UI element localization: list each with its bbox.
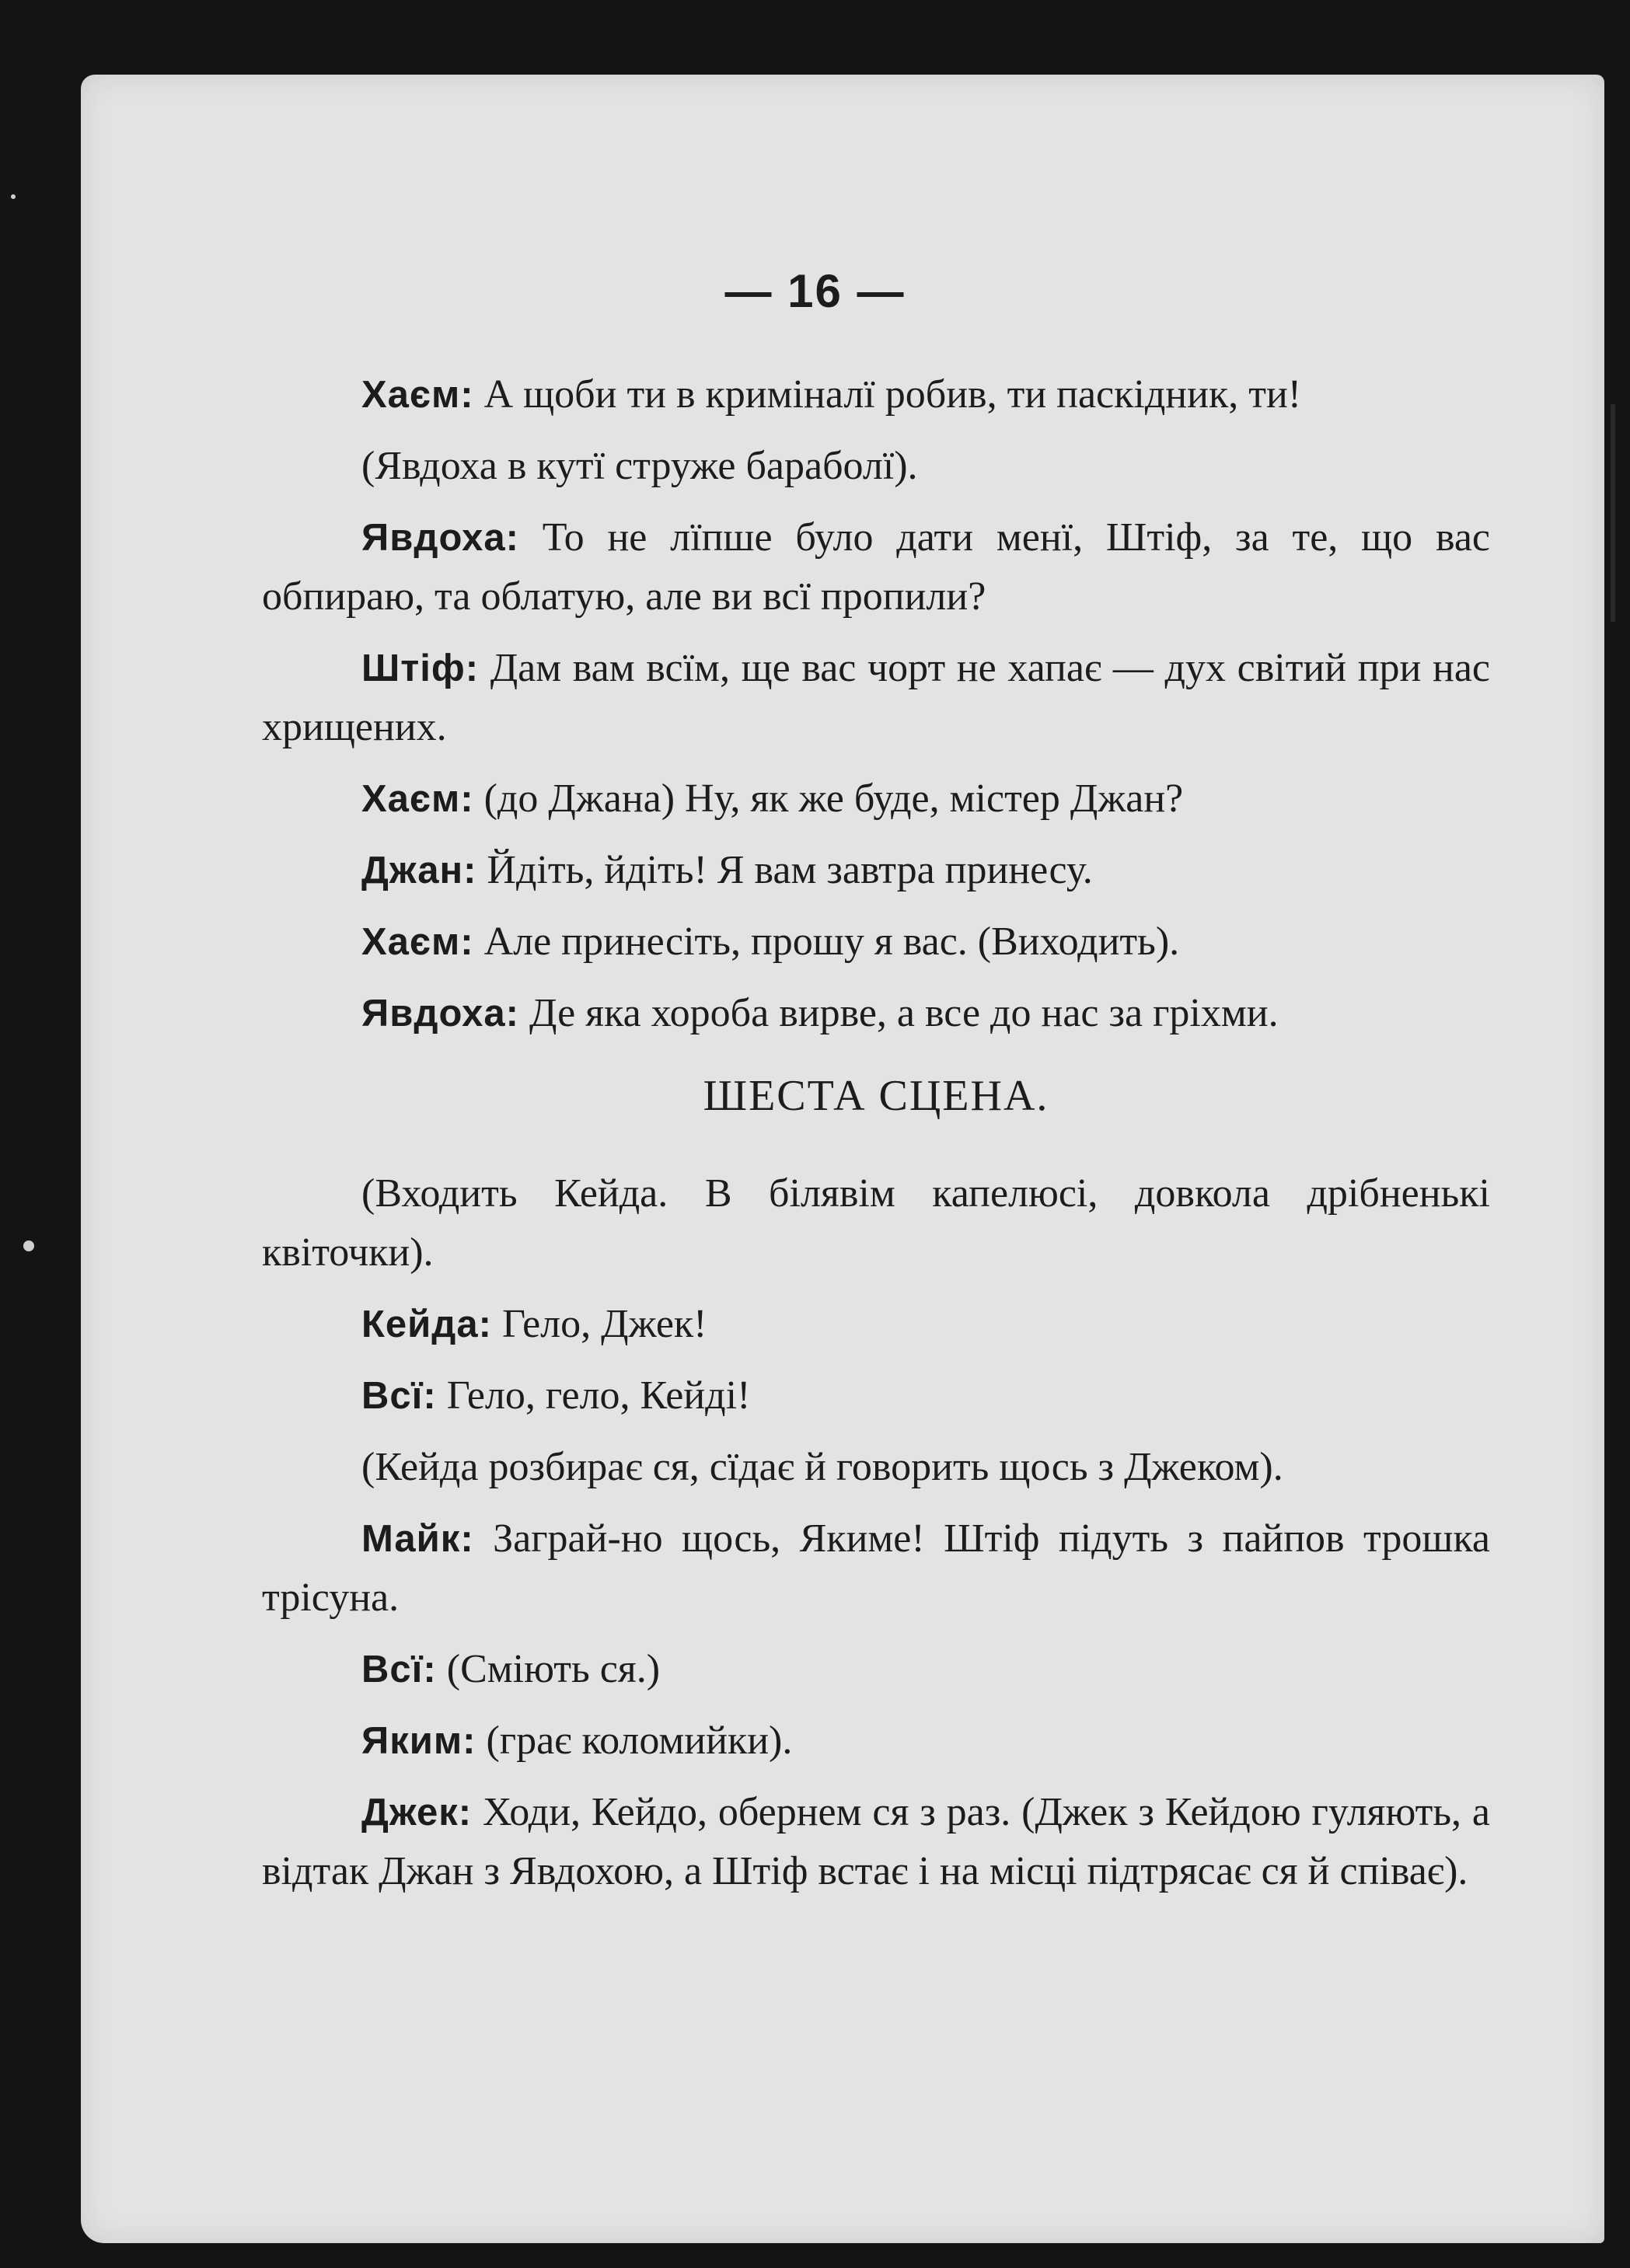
speaker-name: Яким: [361,1720,476,1762]
line-text: (Кейда розбирає ся, сїдає й говорить щось з Джеком). [361,1445,1283,1489]
line-text: Ходи, Кейдо, обернем ся з раз. (Джек з Кейдою гуляють, а відтак Джан з Явдохою, а Штіф встає і на місці підтрясає ся й співає). [262,1790,1491,1893]
page-number: — 16 — [724,265,906,317]
speaker-name: Майк: [361,1518,474,1560]
dialogue-line [262,841,1490,900]
stage-direction [262,437,1490,496]
scan-speck [23,1240,34,1251]
dialogue-line [262,769,1490,829]
stage-direction [262,1438,1490,1497]
line-text: То не лїпше було дати менї, Штіф, за те, що вас обпираю, та облатую, але ви всї пропили? [262,515,1490,619]
speaker-name: Всї: [361,1649,437,1691]
dialogue-line [262,365,1490,424]
speaker-name: Явдоха: [361,517,519,559]
line-text: (Сміють ся.) [446,1647,661,1691]
speaker-name: Штіф: [361,647,480,689]
scan-edge-mark [1611,404,1615,622]
page-text [262,365,1490,1914]
speaker-name: Кейда: [361,1303,492,1345]
dialogue-line [262,1640,1490,1699]
dialogue-line [262,912,1490,972]
dialogue-line [262,1295,1490,1354]
line-text: Гело, Джек! [501,1302,707,1346]
speaker-name: Хаєм: [361,374,474,416]
line-text: Гело, гело, Кейді! [446,1373,751,1418]
scene-title: ШЕСТА СЦЕНА. [703,1072,1049,1120]
line-text: Йдіть, йдіть! Я вам завтра принесу. [487,848,1093,892]
stage-direction [262,1164,1490,1282]
line-text: (до Джана) Ну, як же буде, містер Джан? [483,776,1184,821]
line-text: (Входить Кейда. В білявім капелюсі, довкола дрібненькі квіточки). [262,1171,1490,1275]
speaker-name: Явдоха: [361,993,519,1035]
speaker-name: Хаєм: [361,778,474,820]
line-text: А щоби ти в криміналї робив, ти паскідник, ти! [483,372,1302,417]
line-text: Дам вам всїм, ще вас чорт не хапає — дух світий при нас хрищених. [262,646,1490,749]
dialogue-line [262,1783,1490,1901]
scan-speck [11,194,16,199]
dialogue-line [262,1366,1490,1425]
dialogue-line [262,1711,1490,1771]
line-text: (грає коломийки). [486,1718,793,1763]
speaker-name: Джан: [361,850,477,891]
dialogue-line [262,984,1490,1043]
dialogue-line [262,508,1490,626]
speaker-name: Всї: [361,1375,437,1417]
dialogue-line [262,639,1490,757]
line-text: Заграй-но щось, Якиме! Штіф підуть з пайпов трошка трісуна. [262,1516,1490,1620]
line-text: Де яка хороба вирве, а все до нас за гріхми. [529,991,1279,1035]
line-text: (Явдоха в кутї струже бараболї). [361,444,918,488]
speaker-name: Хаєм: [361,921,474,963]
dialogue-line [262,1509,1490,1628]
line-text: Але принесіть, прошу я вас. (Виходить). [483,919,1180,964]
speaker-name: Джек: [361,1792,473,1834]
